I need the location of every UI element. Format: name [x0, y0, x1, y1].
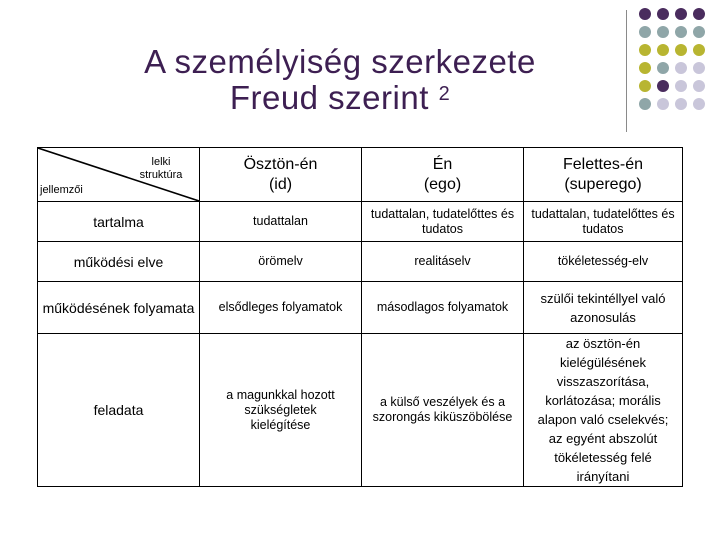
decorative-dot	[675, 98, 687, 110]
decorative-vertical-line	[626, 10, 627, 132]
decorative-dot	[639, 98, 651, 110]
table-cell: tudattalan, tudatelőttes és tudatos	[362, 202, 524, 242]
table-cell: szülői tekintéllyel való azonosulás	[524, 282, 683, 334]
decorative-dot	[657, 8, 669, 20]
decorative-dot	[639, 62, 651, 74]
table-cell: örömelv	[200, 242, 362, 282]
title-line-1: A személyiség szerkezete	[144, 43, 536, 80]
column-header-name: Felettes-én	[562, 155, 644, 173]
decorative-dot	[693, 8, 705, 20]
decorative-dot	[693, 62, 705, 74]
column-header-sub: (superego)	[564, 175, 642, 193]
decorative-dot	[693, 26, 705, 38]
column-header-id	[200, 148, 362, 202]
decorative-dot	[657, 98, 669, 110]
decorative-dot	[657, 26, 669, 38]
decorative-dot	[693, 44, 705, 56]
row-label: tartalma	[38, 202, 200, 242]
row-label: feladata	[38, 334, 200, 487]
table-cell: tökéletesség-elv	[524, 242, 683, 282]
decorative-dot	[639, 8, 651, 20]
decorative-dot	[693, 98, 705, 110]
decorative-dot	[657, 44, 669, 56]
row-label: működési elve	[38, 242, 200, 282]
structure-table	[37, 147, 683, 487]
table-cell: tudattalan, tudatelőttes és tudatos	[524, 202, 683, 242]
title-line-2-text: Freud szerint	[229, 79, 429, 116]
decorative-dot-grid	[639, 8, 719, 118]
decorative-dot	[675, 44, 687, 56]
decorative-dot	[657, 80, 669, 92]
decorative-dot	[657, 62, 669, 74]
decorative-dot	[639, 44, 651, 56]
decorative-dot	[675, 8, 687, 20]
decorative-dot	[693, 80, 705, 92]
table-cell: a magunkkal hozott szükségletek kielégítése	[200, 334, 362, 487]
table-row	[38, 282, 683, 334]
table-cell: tudattalan	[200, 202, 362, 242]
table-row	[38, 242, 683, 282]
table-cell: másodlagos folyamatok	[362, 282, 524, 334]
row-label: működésének folyamata	[38, 282, 200, 334]
header-row	[38, 148, 683, 202]
column-header-sub: (ego)	[423, 175, 462, 193]
table-cell: elsődleges folyamatok	[200, 282, 362, 334]
column-header-sub: (id)	[268, 175, 293, 193]
decorative-dot	[675, 26, 687, 38]
table-cell: a külső veszélyek és a szorongás kiküszöbölése	[362, 334, 524, 487]
table-row	[38, 202, 683, 242]
decorative-dot	[639, 26, 651, 38]
title-line-2	[80, 80, 600, 116]
corner-bottom-label: jellemzői	[40, 184, 83, 196]
slide-title	[80, 44, 600, 116]
column-header-superego	[524, 148, 683, 202]
column-header-name: Én	[432, 155, 453, 173]
decorative-dot	[639, 80, 651, 92]
table-cell: realitáselv	[362, 242, 524, 282]
title-superscript: 2	[438, 83, 451, 105]
column-header-ego	[362, 148, 524, 202]
decorative-dot	[675, 62, 687, 74]
column-header-name: Ösztön-én	[243, 155, 318, 173]
decorative-dot	[675, 80, 687, 92]
corner-cell	[38, 148, 200, 202]
table-cell: az ösztön-én kielégülésének visszaszorítása, korlátozása; morális alapon való cselekvés; az egyént abszolút tökéletesség felé irányítani	[524, 334, 683, 487]
table-row	[38, 334, 683, 487]
corner-top-label: lelki struktúra	[139, 156, 183, 181]
